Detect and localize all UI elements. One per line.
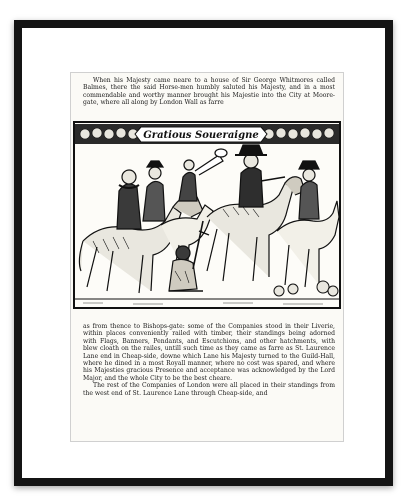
printed-page — [70, 72, 344, 442]
top-paragraph — [83, 77, 335, 107]
banner-text: Gratious Soueraigne — [143, 130, 259, 141]
bottom-paragraph-2: The rest of the Companies of London were all placed in their standings from the west end of St. Laurence Lane through Cheap-side, and — [83, 382, 335, 397]
bottom-paragraph-1: as from thence to Bishops-gate: some of the Companies stood in their Liverie, within places conveniently railed with timber, their standings being adorned with Flags, Banners, Pendants, and Escutchions, and other hatchments, with blew cloath on the railes, untill such time as they came as farre as St. Laurence Lane end in Cheap-side, downe which Lane his Majesty turned to the Guild-Hall, where he dined in a most Royall manner, where no cost was spared, and where his Majesties gracious Presence and acceptance was acknowledged by the Lord Major, and the whole City to be the best cheare. — [83, 323, 335, 382]
banner-scroll — [135, 127, 267, 142]
top-paragraph-text: When his Majesty came neare to a house of Sir George Whitmores called Balmes, there the said Horse-men humbly saluted his Majesty, and in a most commendable and worthy manner brought his Majestie into the City at Moore-gate, where all along by London Wall as farre — [83, 77, 335, 107]
woodcut-illustration — [73, 121, 341, 311]
bottom-paragraphs — [83, 323, 335, 397]
